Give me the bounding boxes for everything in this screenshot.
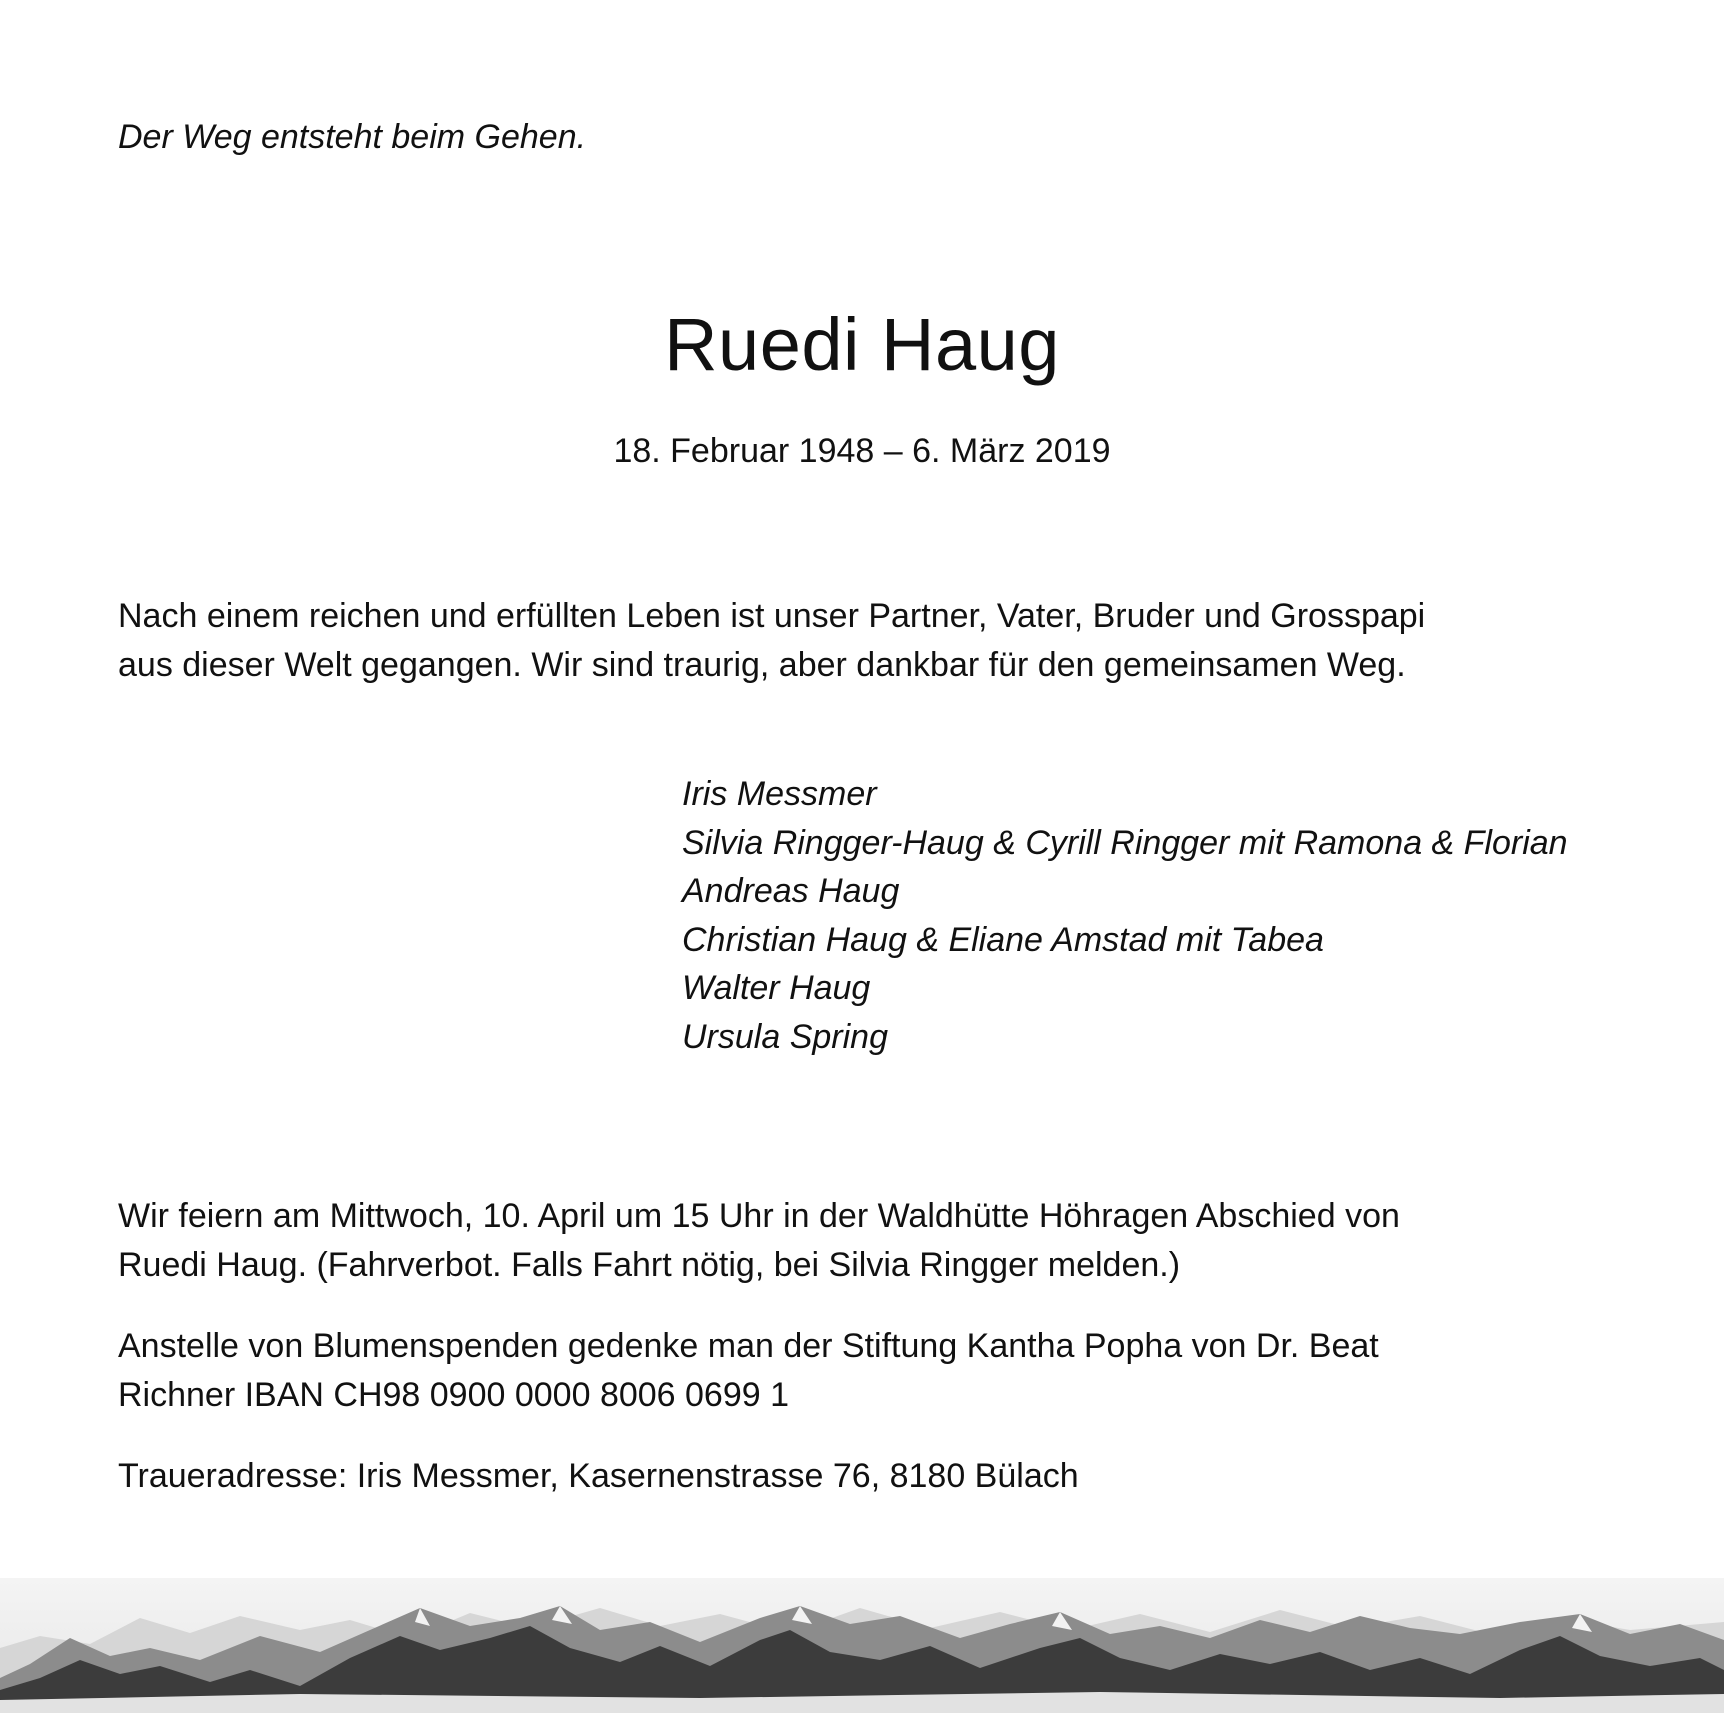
mourner-name: Andreas Haug — [682, 872, 900, 910]
intro-line-2: aus dieser Welt gegangen. Wir sind traurig, aber dankbar für den gemeinsamen Weg. — [118, 646, 1406, 684]
mourner-name: Iris Messmer — [682, 775, 877, 813]
mourners-list — [682, 770, 1582, 1061]
ceremony-line-1: Wir feiern am Mittwoch, 10. April um 15 Uhr in der Waldhütte Höhragen Abschied von — [118, 1197, 1400, 1235]
donation-line-2: Richner IBAN CH98 0900 0000 8006 0699 1 — [118, 1376, 790, 1414]
intro-line-1: Nach einem reichen und erfüllten Leben ist unser Partner, Vater, Bruder und Grosspapi — [118, 597, 1426, 635]
ceremony-line-2: Ruedi Haug. (Fahrverbot. Falls Fahrt nötig, bei Silvia Ringger melden.) — [118, 1246, 1181, 1284]
ceremony-text — [118, 1192, 1618, 1290]
mourner-name: Ursula Spring — [682, 1017, 888, 1056]
mountain-panorama-illustration — [0, 1578, 1724, 1713]
deceased-name: Ruedi Haug — [664, 303, 1060, 386]
donation-line-1: Anstelle von Blumenspenden gedenke man der Stiftung Kantha Popha von Dr. Beat — [118, 1327, 1379, 1365]
mourning-address: Traueradresse: Iris Messmer, Kasernenstrasse 76, 8180 Bülach — [118, 1457, 1079, 1495]
life-dates: 18. Februar 1948 – 6. März 2019 — [613, 432, 1111, 470]
motto: Der Weg entsteht beim Gehen. — [118, 118, 587, 156]
mourner-name: Walter Haug — [682, 969, 871, 1007]
mourner-name: Silvia Ringger-Haug & Cyrill Ringger mit Ramona & Florian — [682, 823, 1568, 862]
donation-text — [118, 1322, 1618, 1420]
intro-text — [118, 592, 1618, 690]
mourner-name: Christian Haug & Eliane Amstad mit Tabea — [682, 920, 1324, 959]
